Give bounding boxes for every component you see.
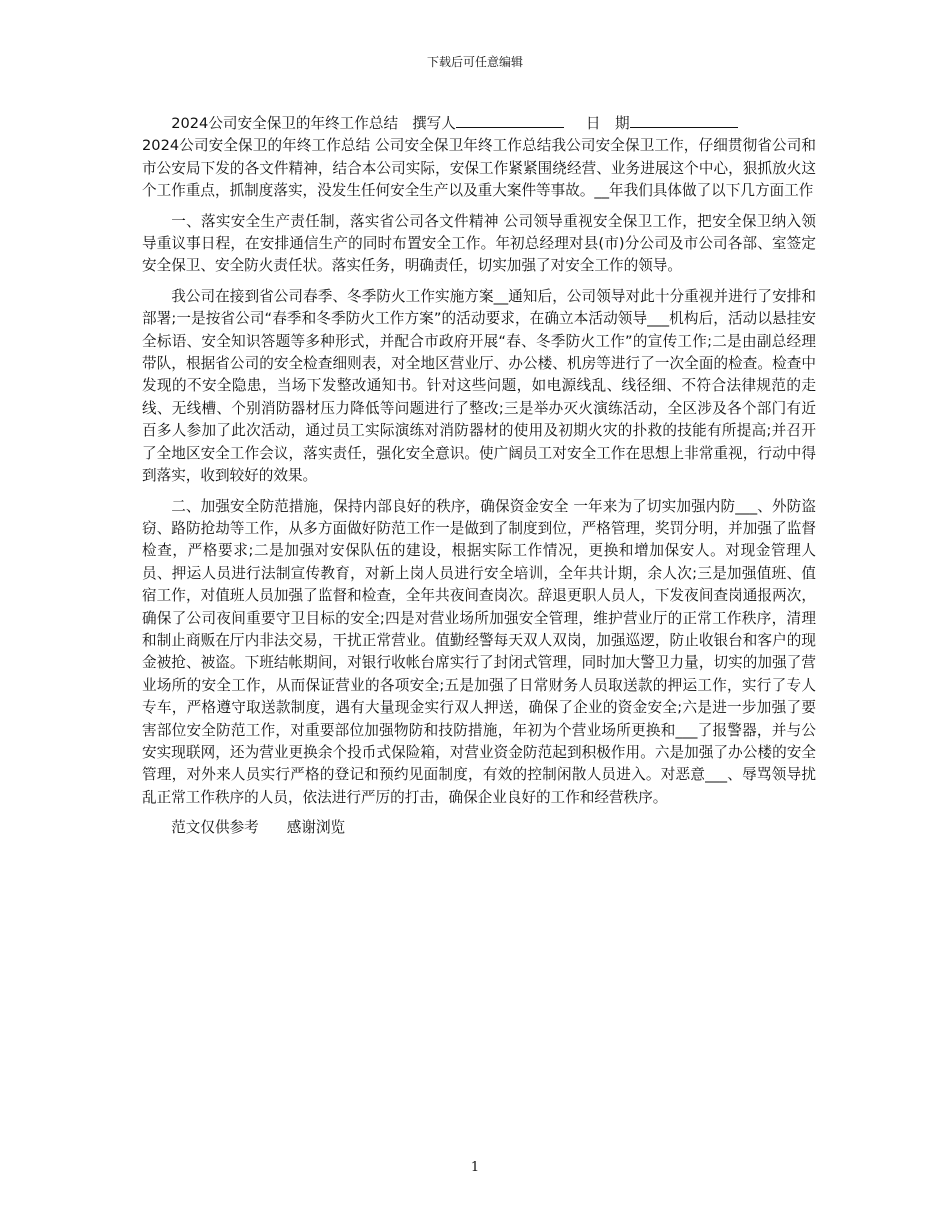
document-body <box>142 113 816 840</box>
intro-paragraph: 2024公司安全保卫的年终工作总结 公司安全保卫年终工作总结我公司安全保卫工作，仔细贯彻省公司和市公安局下发的各文件精神，结合本公司实际，安保工作紧紧围绕经营、业务进展这个中心，狠抓放火这个工作重点，抓制度落实，没发生任何安全生产以及重大案件等事故。__年我们具体做了以下几方面工作 <box>142 137 816 200</box>
paragraph-2: 我公司在接到省公司春季、冬季防火工作实施方案__通知后，公司领导对此十分重视并进行了安排和部署;一是按省公司“春季和冬季防火工作方案”的活动要求，在确立本活动领导___机构后，活动以悬挂安全标语、安全知识答题等多种形式，并配合市政府开展“春、冬季防火工作”的宣传工作;二是由副总经理带队，根据省公司的安全检查细则表，对全地区营业厅、办公楼、机房等进行了一次全面的检查。检查中发现的不安全隐患，当场下发整改通知书。针对这些问题，如电源线乱、线径细、不符合法律规范的走线、无线槽、个别消防器材压力降低等问题进行了整改;三是举办灭火演练活动，全区涉及各个部门有近百多人参加了此次活动，通过员工实际演练对消防器材的使用及初期火灾的扑救的技能有所提高;并召开了全地区安全工作会议，落实责任，强化安全意识。使广阔员工对安全工作在思想上非常重视，行动中得到落实，收到较好的效果。 <box>142 287 816 485</box>
paragraph-3: 二、加强安全防范措施，保持内部良好的秩序，确保资金安全 一年来为了切实加强内防___、外防盗窃、路防抢劫等工作，从多方面做好防范工作一是做到了制度到位，严格管理，奖罚分明，并加强了监督检查，严格要求;二是加强对安保队伍的建设，根据实际工作情况，更换和增加保安人。对现金管理人员、押运人员进行法制宣传教育，对新上岗人员进行安全培训，全年共计期，余人次;三是加强值班、值宿工作，对值班人员加强了监督和检查，全年共夜间查岗次。辞退更职人员人，下发夜间查岗通报两次，确保了公司夜间重要守卫目标的安全;四是对营业场所加强安全管理，维护营业厅的正常工作秩序，清理和制止商贩在厅内非法交易，干扰正常营业。值勤经警每天双人双岗，加强巡逻，防止收银台和客户的现金被抢、被盗。下班结帐期间，对银行收帐台席实行了封闭式管理，同时加大警卫力量，切实的加强了营业场所的安全工作，从而保证营业的各项安全;五是加强了日常财务人员取送款的押运工作，实行了专人专车，严格遵守取送款制度，遇有大量现金实行双人押送，确保了企业的资金安全;六是进一步加强了要害部位安全防范工作，对重要部位加强物防和技防措施，年初为个营业场所更换和___了报警器，并与公安实现联网，还为营业更换余个投币式保险箱，对营业资金防范起到积极作用。六是加强了办公楼的安全管理，对外来人员实行严格的登记和预约见面制度，有效的控制闲散人员进入。对恶意___、辱骂领导扰乱正常工作秩序的人员，依法进行严厉的打击，确保企业良好的工作和经营秩序。 <box>142 497 816 806</box>
document-title: 2024公司安全保卫的年终工作总结 <box>171 115 399 132</box>
paragraph-1: 一、落实安全生产责任制，落实省公司各文件精神 公司领导重视安全保卫工作，把安全保卫纳入领导重议事日程，在安排通信生产的同时布置安全工作。年初总经理对县(市)分公司及市公司各部、室签定安全保卫、安全防火责任状。落实任务，明确责任，切实加强了对安全工作的领导。 <box>142 212 816 275</box>
footer-note-left: 范文仅供参考 <box>171 819 259 837</box>
date-blank <box>630 113 738 128</box>
page-number: 1 <box>470 1160 480 1175</box>
footer-note-right: 感谢浏览 <box>286 819 346 837</box>
footer-note <box>142 817 816 839</box>
author-label: 撰写人 <box>412 115 456 132</box>
author-blank <box>456 113 564 128</box>
page-header: 下载后可任意编辑 <box>426 55 523 69</box>
date-label: 日 期 <box>585 115 630 132</box>
title-line <box>142 113 816 135</box>
